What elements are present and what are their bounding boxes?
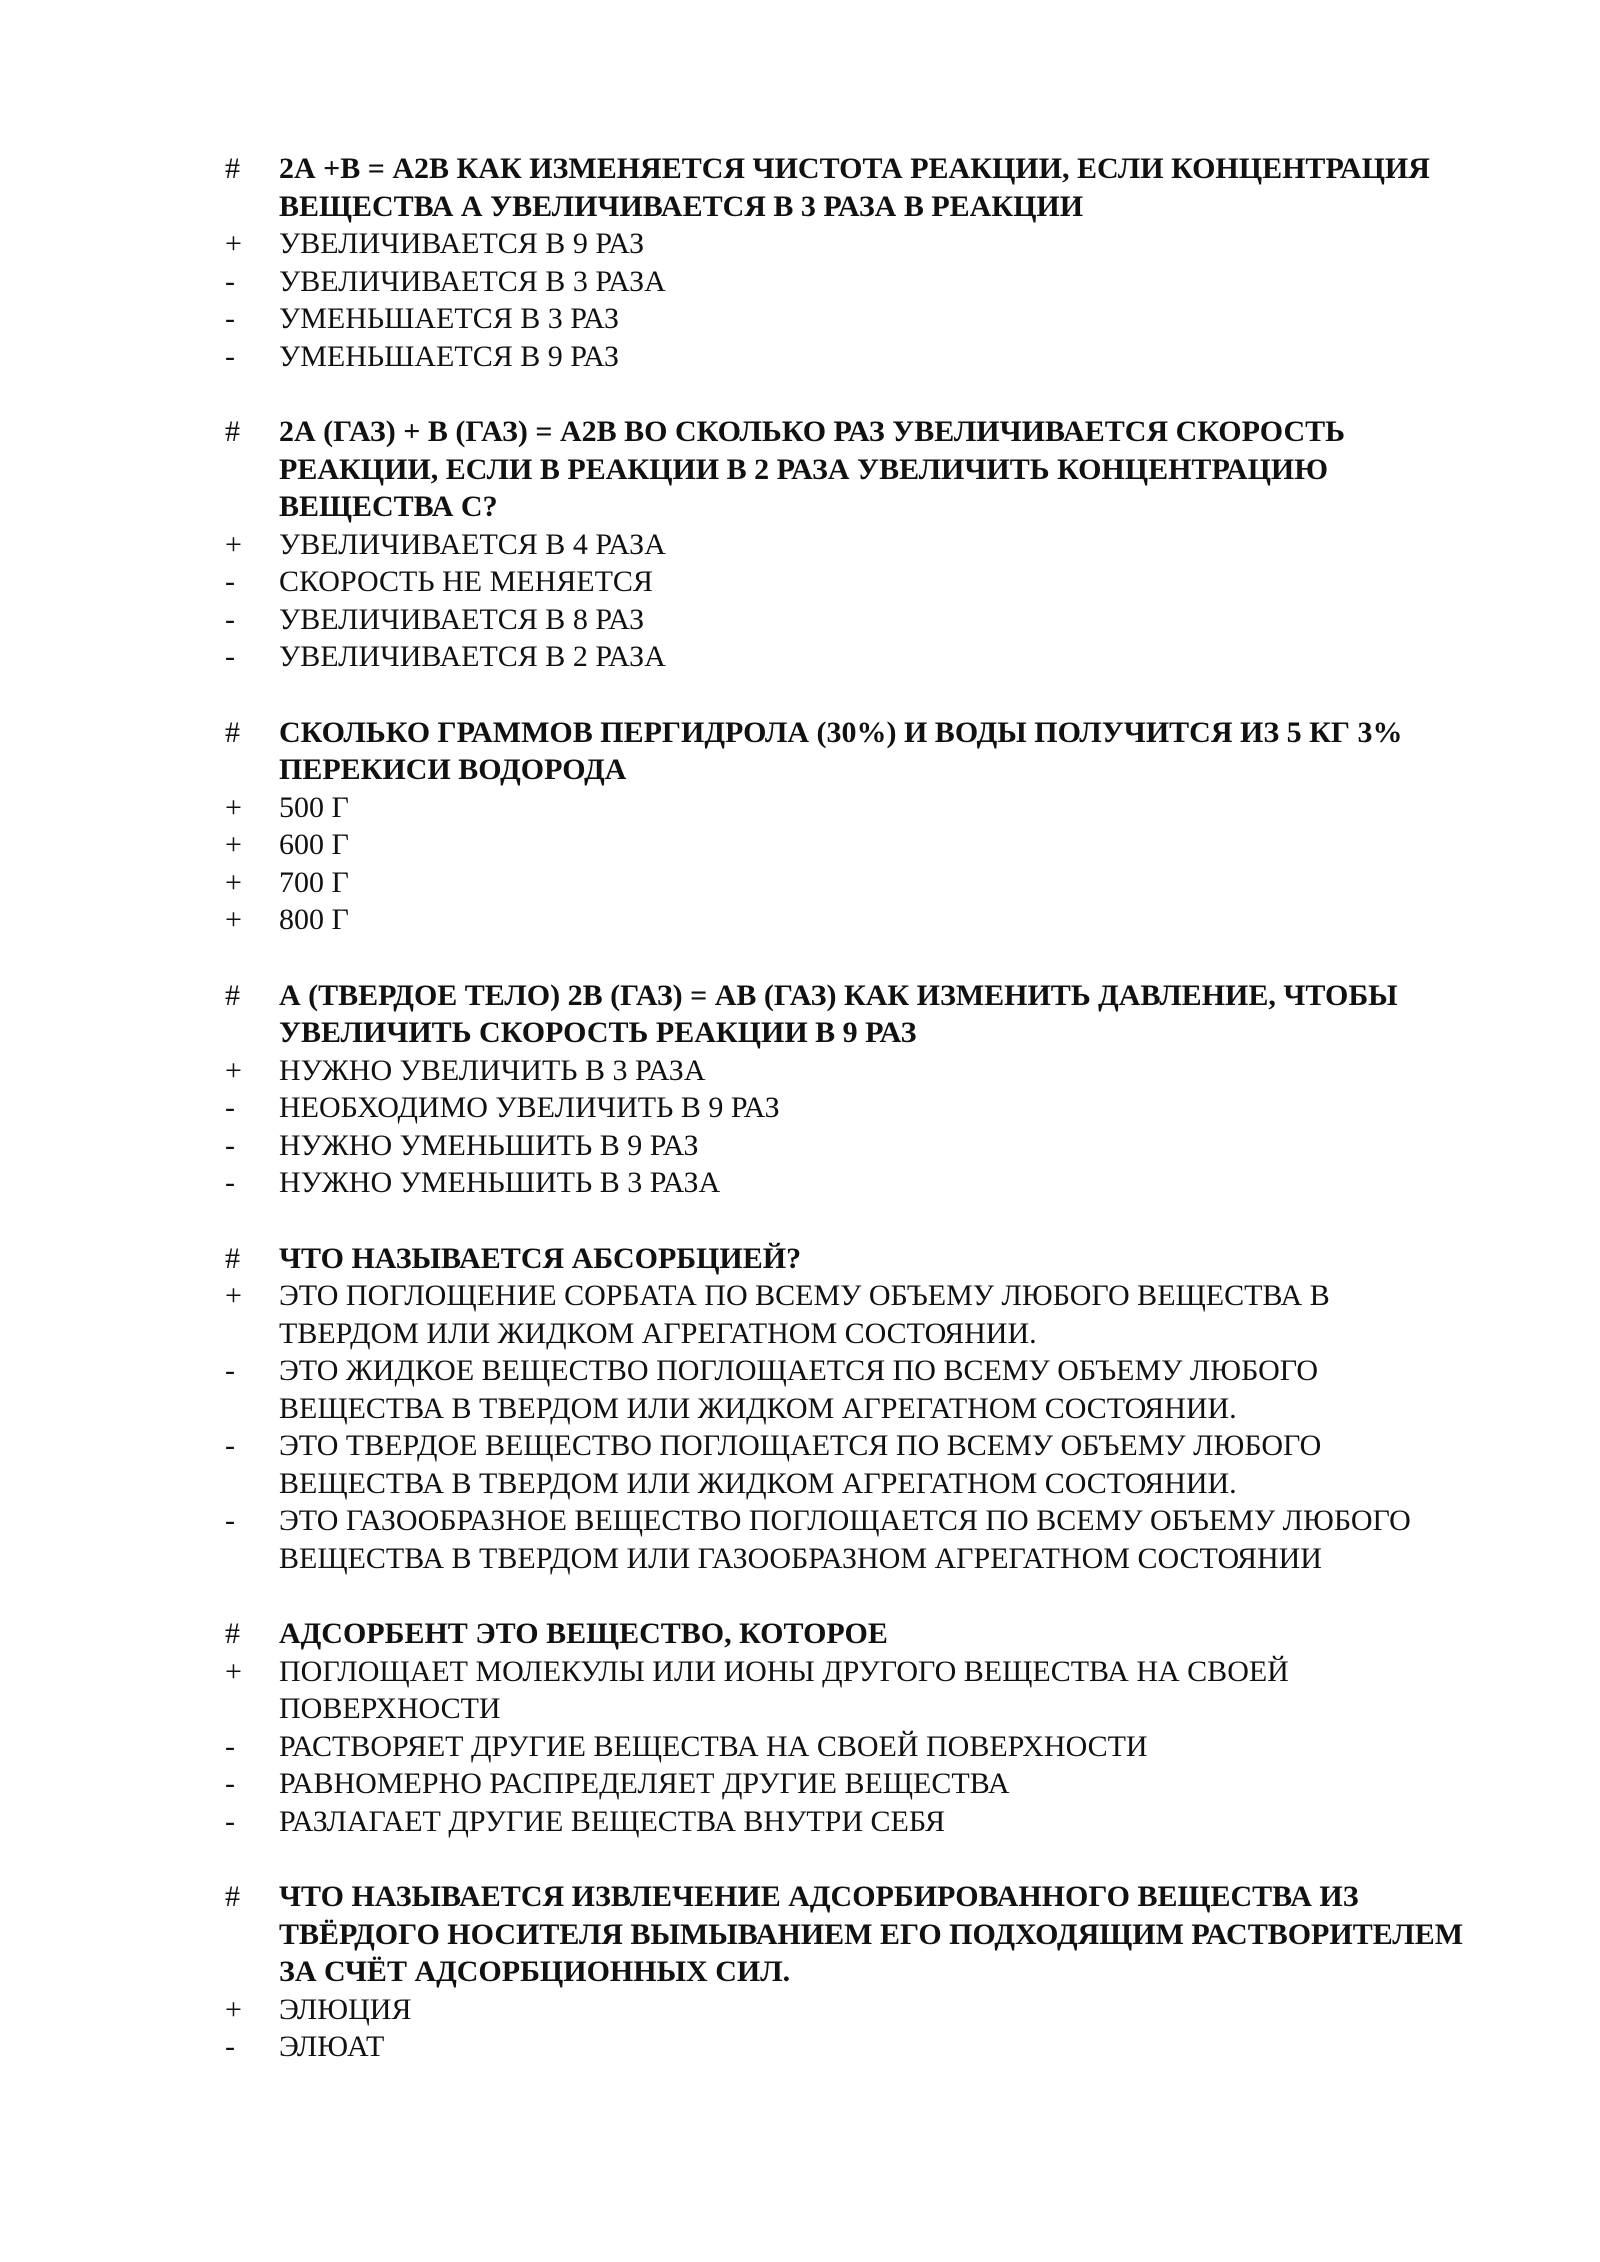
answer-marker: + [225,1279,242,1312]
question-row [225,1615,1465,1653]
answer-marker: - [225,1767,235,1800]
answer-text: СКОРОСТЬ НЕ МЕНЯЕТСЯ [279,565,653,598]
answer-row [225,1502,1465,1577]
answer-row [225,826,1465,864]
answer-marker: + [225,828,242,861]
answer-text: 600 Г [279,828,349,861]
question-marker: # [225,1241,240,1275]
answer-text: 800 Г [279,903,349,936]
answer-row [225,1728,1465,1766]
answer-marker: - [225,1729,235,1763]
answer-marker: - [225,1504,235,1537]
answer-marker: + [225,903,242,936]
answer-marker: - [225,1354,235,1387]
answer-row [225,1427,1465,1502]
answer-marker: - [225,565,235,598]
question-marker: # [225,1617,240,1650]
answer-marker: + [225,227,242,260]
answer-text: ЭТО ПОГЛОЩЕНИЕ СОРБАТА ПО ВСЕМУ ОБЪЕМУ ЛЮБОГО ВЕЩЕСТВА В ТВЕРДОМ ИЛИ ЖИДКОМ АГРЕГАТНОМ СОСТОЯНИИ. [279,1279,1330,1350]
answer-marker: - [225,339,235,373]
answer-marker: + [225,1053,242,1087]
answer-row [225,901,1465,939]
answer-text: ЭЛЮЦИЯ [279,1992,412,2026]
answer-row [225,2028,1465,2066]
answer-row [225,789,1465,827]
answer-marker: - [225,1128,235,1162]
answer-marker: - [225,1166,235,1199]
answer-marker: - [225,1429,235,1462]
answer-text: УМЕНЬШАЕТСЯ В 3 РАЗ [279,302,620,335]
answer-marker: + [225,1992,242,2026]
question-block [225,1240,1465,1578]
question-marker: # [225,415,240,448]
question-text: СКОЛЬКО ГРАММОВ ПЕРГИДРОЛА (30%) И ВОДЫ ПОЛУЧИТСЯ ИЗ 5 КГ 3% ПЕРЕКИСИ ВОДОРОДА [279,715,1403,786]
question-marker: # [225,1880,240,1913]
answer-row [225,864,1465,902]
answer-row [225,1164,1465,1202]
answer-row [225,300,1465,338]
answer-row [225,1991,1465,2029]
answer-row [225,1352,1465,1427]
question-text: 2А (ГАЗ) + В (ГАЗ) = А2В ВО СКОЛЬКО РАЗ УВЕЛИЧИВАЕТСЯ СКОРОСТЬ РЕАКЦИИ, ЕСЛИ В РЕАКЦИИ В 2 РАЗА УВЕЛИЧИТЬ КОНЦЕНТРАЦИЮ ВЕЩЕСТВА С? [279,415,1345,523]
answer-marker: + [225,790,242,824]
answer-text: НЕОБХОДИМО УВЕЛИЧИТЬ В 9 РАЗ [279,1091,780,1124]
answer-row [225,1653,1465,1728]
answer-text: УВЕЛИЧИВАЕТСЯ В 9 РАЗ [279,227,645,260]
question-row [225,1878,1465,1991]
answer-marker: + [225,527,242,561]
answer-text: НУЖНО УВЕЛИЧИТЬ В 3 РАЗА [279,1053,706,1087]
question-marker: # [225,152,240,185]
question-block [225,714,1465,939]
answer-row [225,1803,1465,1841]
answer-row [225,601,1465,639]
answer-text: ЭТО ГАЗООБРАЗНОЕ ВЕЩЕСТВО ПОГЛОЩАЕТСЯ ПО ВСЕМУ ОБЪЕМУ ЛЮБОГО ВЕЩЕСТВА В ТВЕРДОМ ИЛИ ГАЗООБРАЗНОМ АГРЕГАТНОМ СОСТОЯНИИ [279,1504,1411,1575]
question-block [225,1878,1465,2066]
answer-marker: - [225,302,235,335]
answer-marker: - [225,2030,235,2063]
answer-text: 500 Г [279,790,349,824]
question-block [225,977,1465,1202]
question-marker: # [225,715,240,749]
answer-row [225,526,1465,564]
question-row [225,1240,1465,1278]
answer-text: НУЖНО УМЕНЬШИТЬ В 9 РАЗ [279,1128,699,1162]
answer-text: РАСТВОРЯЕТ ДРУГИЕ ВЕЩЕСТВА НА СВОЕЙ ПОВЕРХНОСТИ [279,1729,1148,1763]
answer-row [225,1089,1465,1127]
answer-text: ЭТО ЖИДКОЕ ВЕЩЕСТВО ПОГЛОЩАЕТСЯ ПО ВСЕМУ ОБЪЕМУ ЛЮБОГО ВЕЩЕСТВА В ТВЕРДОМ ИЛИ ЖИДКОМ АГРЕГАТНОМ СОСТОЯНИИ. [279,1354,1319,1425]
answer-text: УВЕЛИЧИВАЕТСЯ В 4 РАЗА [279,527,666,561]
answer-row [225,338,1465,376]
question-row [225,977,1465,1052]
question-list [225,150,1465,2104]
answer-text: 700 Г [279,865,349,899]
answer-marker: + [225,865,242,899]
answer-marker: - [225,602,235,636]
question-row [225,714,1465,789]
answer-row [225,1052,1465,1090]
question-text: АДСОРБЕНТ ЭТО ВЕЩЕСТВО, КОТОРОЕ [279,1617,888,1650]
answer-text: УВЕЛИЧИВАЕТСЯ В 3 РАЗА [279,264,666,298]
question-row [225,150,1465,225]
answer-text: ЭЛЮАТ [279,2030,385,2063]
answer-text: НУЖНО УМЕНЬШИТЬ В 3 РАЗА [279,1166,721,1199]
answer-marker: - [225,1091,235,1124]
question-text: ЧТО НАЗЫВАЕТСЯ ИЗВЛЕЧЕНИЕ АДСОРБИРОВАННОГО ВЕЩЕСТВА ИЗ ТВЁРДОГО НОСИТЕЛЯ ВЫМЫВАНИЕМ ЕГО ПОДХОДЯЩИМ РАСТВОРИТЕЛЕМ ЗА СЧЁТ АДСОРБЦИОННЫХ СИЛ. [279,1880,1464,1988]
answer-text: РАЗЛАГАЕТ ДРУГИЕ ВЕЩЕСТВА ВНУТРИ СЕБЯ [279,1804,946,1838]
answer-text: ПОГЛОЩАЕТ МОЛЕКУЛЫ ИЛИ ИОНЫ ДРУГОГО ВЕЩЕСТВА НА СВОЕЙ ПОВЕРХНОСТИ [279,1654,1289,1725]
answer-marker: - [225,264,235,298]
answer-row [225,1127,1465,1165]
question-text: А (ТВЕРДОЕ ТЕЛО) 2В (ГАЗ) = АВ (ГАЗ) КАК ИЗМЕНИТЬ ДАВЛЕНИЕ, ЧТОБЫ УВЕЛИЧИТЬ СКОРОСТЬ РЕАКЦИИ В 9 РАЗ [279,978,1398,1049]
answer-row [225,638,1465,676]
answer-marker: + [225,1654,242,1688]
answer-text: РАВНОМЕРНО РАСПРЕДЕЛЯЕТ ДРУГИЕ ВЕЩЕСТВА [279,1767,1010,1800]
answer-row [225,225,1465,263]
answer-row [225,1277,1465,1352]
answer-marker: - [225,1804,235,1838]
answer-text: УМЕНЬШАЕТСЯ В 9 РАЗ [279,339,620,373]
answer-text: УВЕЛИЧИВАЕТСЯ В 2 РАЗА [279,640,666,673]
question-block [225,150,1465,375]
question-block [225,1615,1465,1840]
question-marker: # [225,978,240,1012]
answer-row [225,563,1465,601]
answer-row [225,263,1465,301]
question-text: 2А +В = А2В КАК ИЗМЕНЯЕТСЯ ЧИСТОТА РЕАКЦИИ, ЕСЛИ КОНЦЕНТРАЦИЯ ВЕЩЕСТВА А УВЕЛИЧИВАЕТСЯ В 3 РАЗА В РЕАКЦИИ [279,152,1430,223]
question-row [225,413,1465,526]
answer-row [225,1765,1465,1803]
answer-marker: - [225,640,235,673]
answer-text: УВЕЛИЧИВАЕТСЯ В 8 РАЗ [279,602,645,636]
question-text: ЧТО НАЗЫВАЕТСЯ АБСОРБЦИЕЙ? [279,1241,802,1275]
answer-text: ЭТО ТВЕРДОЕ ВЕЩЕСТВО ПОГЛОЩАЕТСЯ ПО ВСЕМУ ОБЪЕМУ ЛЮБОГО ВЕЩЕСТВА В ТВЕРДОМ ИЛИ ЖИДКОМ АГРЕГАТНОМ СОСТОЯНИИ. [279,1429,1322,1500]
question-block [225,413,1465,676]
